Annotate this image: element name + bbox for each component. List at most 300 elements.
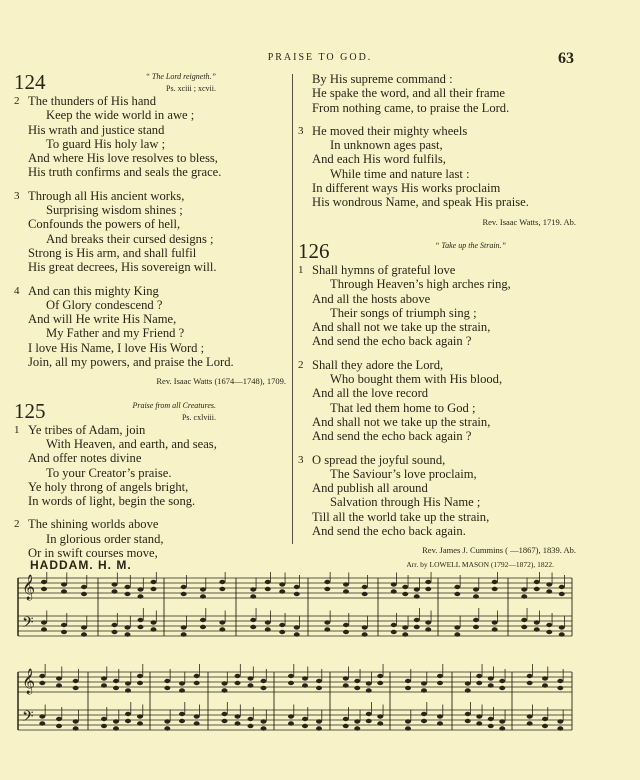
note-head: [235, 721, 241, 725]
stanza-number: 1: [14, 423, 20, 436]
stanza-number: 2: [14, 518, 20, 531]
stanza: [14, 94, 290, 180]
note-head: [454, 585, 460, 589]
note-head: [200, 625, 206, 629]
note-head: [151, 587, 157, 591]
note-head: [499, 719, 505, 723]
note-head: [559, 625, 565, 629]
hymn-124-stanzas: [14, 94, 290, 369]
note-head: [73, 679, 79, 683]
stanza-number: 4: [14, 284, 20, 297]
note-head: [542, 683, 548, 687]
note-head: [219, 587, 225, 591]
note-head: [488, 683, 494, 687]
verse-line: Keep the wide world in awe ;: [46, 108, 195, 123]
note-head: [164, 726, 170, 730]
note-head: [288, 714, 294, 718]
verse-line: That led them home to God ;: [330, 400, 476, 415]
note-head: [137, 714, 143, 718]
music-score: [12, 572, 578, 772]
note-head: [343, 582, 349, 586]
note-head: [414, 587, 420, 591]
verse-line: Or in swift courses move,: [28, 546, 158, 561]
note-head: [101, 683, 107, 687]
note-head: [41, 580, 47, 584]
note-head: [421, 681, 427, 685]
note-head: [125, 719, 131, 723]
hymn-125-continuation: [298, 72, 580, 210]
note-head: [250, 618, 256, 622]
note-head: [179, 719, 185, 723]
note-head: [316, 726, 322, 730]
verse-line: Confounds the powers of hell,: [28, 217, 181, 232]
note-head: [362, 632, 368, 636]
note-head: [354, 686, 360, 690]
note-head: [81, 625, 87, 629]
treble-clef: 𝄞: [22, 575, 36, 600]
verse-line: O spread the joyful sound,: [312, 452, 446, 467]
note-head: [473, 587, 479, 591]
note-head: [113, 719, 119, 723]
note-head: [527, 674, 533, 678]
hymn-reference: Ps. xciii ; xcvii.: [166, 84, 216, 93]
note-head: [265, 580, 271, 584]
verse-line: Shall hymns of grateful love: [312, 262, 456, 277]
hymn-subtitle: Praise from all Creatures.: [132, 400, 216, 410]
note-head: [56, 676, 62, 680]
note-head: [465, 681, 471, 685]
note-head: [521, 594, 527, 598]
verse-line: And send the echo back again ?: [312, 429, 472, 444]
verse-line: And each His word fulfils,: [312, 152, 446, 167]
note-head: [113, 726, 119, 730]
note-head: [377, 674, 383, 678]
note-head: [261, 686, 267, 690]
note-head: [194, 714, 200, 718]
note-head: [194, 674, 200, 678]
note-head: [261, 726, 267, 730]
note-head: [302, 676, 308, 680]
note-head: [302, 683, 308, 687]
note-head: [56, 717, 62, 721]
note-head: [473, 618, 479, 622]
hymn-subtitle: “ Take up the Strain.”: [434, 240, 506, 250]
note-head: [557, 719, 563, 723]
verse-line: And will He write His Name,: [28, 312, 177, 327]
note-head: [391, 623, 397, 627]
note-head: [125, 625, 131, 629]
note-head: [402, 585, 408, 589]
stanza-number: 3: [298, 124, 304, 137]
verse-line: His wondrous Name, and speak His praise.: [312, 195, 529, 210]
stanza: [14, 189, 290, 275]
note-head: [222, 688, 228, 692]
verse-line: Ye tribes of Adam, join: [28, 422, 146, 437]
verse-line: His truth confirms and seals the grace.: [28, 165, 222, 180]
verse-line: My Father and my Friend ?: [46, 326, 185, 341]
verse-line: And all the love record: [312, 386, 429, 401]
note-head: [402, 625, 408, 629]
note-head: [414, 618, 420, 622]
verse-line: While time and nature last :: [330, 166, 470, 181]
note-head: [366, 681, 372, 685]
note-head: [488, 717, 494, 721]
note-head: [200, 618, 206, 622]
note-head: [101, 676, 107, 680]
verse-line: And breaks their cursed designs ;: [46, 231, 214, 246]
note-head: [265, 627, 271, 631]
note-head: [219, 627, 225, 631]
note-head: [39, 681, 45, 685]
note-head: [316, 679, 322, 683]
note-head: [250, 594, 256, 598]
note-head: [39, 674, 45, 678]
note-head: [41, 620, 47, 624]
note-head: [527, 714, 533, 718]
note-head: [265, 587, 271, 591]
stanza: [14, 284, 290, 370]
note-head: [324, 627, 330, 631]
bass-clef: 𝄢: [22, 708, 34, 729]
note-head: [492, 627, 498, 631]
verse-line: His wrath and justice stand: [28, 122, 165, 137]
verse-line: He spake the word, and all their frame: [312, 86, 506, 101]
tune-name: HADDAM. H. M.: [30, 558, 132, 572]
note-head: [112, 623, 118, 627]
note-head: [39, 714, 45, 718]
note-head: [137, 674, 143, 678]
note-head: [181, 625, 187, 629]
note-head: [222, 712, 228, 716]
note-head: [557, 679, 563, 683]
note-head: [414, 594, 420, 598]
note-head: [557, 726, 563, 730]
note-head: [521, 587, 527, 591]
note-head: [235, 714, 241, 718]
stanza: [298, 358, 580, 444]
hymn-126-stanzas: [298, 263, 580, 538]
note-head: [534, 627, 540, 631]
note-head: [324, 620, 330, 624]
note-head: [73, 719, 79, 723]
note-head: [61, 630, 67, 634]
bass-clef: 𝄢: [22, 614, 34, 635]
verse-line: To your Creator’s praise.: [46, 465, 172, 480]
verse-line: And offer notes divine: [28, 451, 142, 466]
note-head: [56, 683, 62, 687]
note-head: [354, 679, 360, 683]
note-head: [421, 712, 427, 716]
hymn-125-stanzas: [14, 423, 290, 561]
note-head: [302, 724, 308, 728]
hymn-subtitle: “ The Lord reigneth.”: [145, 72, 216, 81]
stanza-number: 3: [298, 453, 304, 466]
page-number: 63: [558, 50, 574, 67]
note-head: [343, 717, 349, 721]
verse-line: The shining worlds above: [28, 517, 159, 532]
note-head: [343, 630, 349, 634]
verse-line: And all the hosts above: [312, 291, 431, 306]
note-head: [521, 625, 527, 629]
note-head: [542, 724, 548, 728]
note-head: [405, 719, 411, 723]
note-head: [279, 630, 285, 634]
verse-line: And publish all around: [312, 481, 428, 496]
verse-line: Ye holy throng of angels bright,: [28, 479, 189, 494]
note-head: [425, 580, 431, 584]
verse-line: Join, all my powers, and praise the Lord.: [28, 355, 234, 370]
verse-line: Surprising wisdom shines ;: [46, 203, 183, 218]
note-head: [402, 632, 408, 636]
note-head: [366, 688, 372, 692]
note-head: [499, 679, 505, 683]
note-head: [343, 683, 349, 687]
note-head: [294, 625, 300, 629]
verse-line: In words of light, begin the song.: [28, 494, 196, 509]
note-head: [324, 587, 330, 591]
note-head: [343, 676, 349, 680]
note-head: [402, 592, 408, 596]
verse-line: In unknown ages past,: [330, 138, 443, 153]
note-head: [366, 719, 372, 723]
stanza: [298, 72, 580, 115]
note-head: [81, 585, 87, 589]
column-divider: [292, 74, 293, 544]
verse-line: Shall they adore the Lord,: [312, 357, 444, 372]
note-head: [248, 676, 254, 680]
verse-line: And can this mighty King: [28, 283, 159, 298]
verse-line: Their songs of triumph sing ;: [330, 305, 477, 320]
note-head: [137, 681, 143, 685]
note-head: [288, 721, 294, 725]
note-head: [181, 592, 187, 596]
note-head: [125, 688, 131, 692]
treble-clef: 𝄞: [22, 669, 36, 694]
note-head: [454, 632, 460, 636]
verse-line: With Heaven, and earth, and seas,: [46, 436, 217, 451]
verse-line: Strong is His arm, and shall fulfil: [28, 245, 197, 260]
stanza: [14, 517, 290, 560]
note-head: [546, 623, 552, 627]
note-head: [476, 714, 482, 718]
note-head: [343, 724, 349, 728]
note-head: [200, 587, 206, 591]
verse-line: Of Glory condescend ?: [46, 297, 163, 312]
note-head: [542, 676, 548, 680]
note-head: [437, 721, 443, 725]
note-head: [179, 688, 185, 692]
note-head: [61, 582, 67, 586]
verse-line: Till all the world take up the strain,: [312, 509, 490, 524]
note-head: [294, 632, 300, 636]
verse-line: The thunders of His hand: [28, 94, 157, 108]
note-head: [219, 580, 225, 584]
note-head: [465, 712, 471, 716]
hymn-number: 124: [14, 70, 46, 94]
note-head: [546, 589, 552, 593]
note-head: [151, 620, 157, 624]
verse-line: From nothing came, to praise the Lord.: [312, 100, 510, 115]
note-head: [61, 623, 67, 627]
hymn-126-heading: [298, 238, 580, 263]
verse-line: Salvation through His Name ;: [330, 495, 481, 510]
running-title: PRAISE TO GOD.: [267, 52, 373, 63]
hymn-number: 126: [298, 238, 330, 263]
note-head: [112, 630, 118, 634]
note-head: [101, 717, 107, 721]
note-head: [362, 592, 368, 596]
note-head: [151, 627, 157, 631]
note-head: [421, 688, 427, 692]
note-head: [125, 632, 131, 636]
note-head: [454, 625, 460, 629]
note-head: [425, 620, 431, 624]
note-head: [250, 625, 256, 629]
note-head: [534, 620, 540, 624]
note-head: [343, 623, 349, 627]
hymn-125-heading: [14, 398, 290, 423]
note-head: [559, 592, 565, 596]
note-head: [81, 632, 87, 636]
note-head: [235, 674, 241, 678]
note-head: [41, 627, 47, 631]
note-head: [112, 589, 118, 593]
note-head: [250, 587, 256, 591]
note-head: [437, 714, 443, 718]
note-head: [261, 679, 267, 683]
stanza: [298, 263, 580, 349]
note-head: [488, 724, 494, 728]
verse-line: He moved their mighty wheels: [312, 123, 468, 138]
note-head: [437, 681, 443, 685]
note-head: [414, 625, 420, 629]
note-head: [488, 676, 494, 680]
note-head: [425, 587, 431, 591]
verse-line: I love His Name, I love His Word ;: [28, 340, 205, 355]
note-head: [179, 712, 185, 716]
note-head: [405, 726, 411, 730]
note-head: [492, 620, 498, 624]
note-head: [354, 719, 360, 723]
note-head: [125, 712, 131, 716]
note-head: [316, 686, 322, 690]
note-head: [534, 587, 540, 591]
note-head: [56, 724, 62, 728]
note-head: [391, 582, 397, 586]
stanza: [14, 423, 290, 509]
verse-line: And shall not we take up the strain,: [312, 414, 491, 429]
note-head: [465, 688, 471, 692]
note-head: [354, 726, 360, 730]
verse-line: To guard His holy law ;: [46, 136, 166, 151]
note-head: [61, 589, 67, 593]
note-head: [39, 721, 45, 725]
note-head: [473, 625, 479, 629]
note-head: [437, 674, 443, 678]
note-head: [279, 582, 285, 586]
note-head: [366, 712, 372, 716]
note-head: [179, 681, 185, 685]
note-head: [137, 721, 143, 725]
note-head: [181, 632, 187, 636]
note-head: [151, 580, 157, 584]
note-head: [473, 594, 479, 598]
note-head: [235, 681, 241, 685]
note-head: [125, 681, 131, 685]
note-head: [41, 587, 47, 591]
note-head: [113, 679, 119, 683]
note-head: [81, 592, 87, 596]
note-head: [125, 592, 131, 596]
hymn-number: 125: [14, 398, 46, 423]
note-head: [377, 714, 383, 718]
note-head: [391, 589, 397, 593]
note-head: [425, 627, 431, 631]
note-head: [377, 721, 383, 725]
note-head: [279, 623, 285, 627]
note-head: [164, 679, 170, 683]
note-head: [248, 683, 254, 687]
attribution: Rev. Isaac Watts (1674—1748), 1709.: [156, 376, 286, 387]
note-head: [219, 620, 225, 624]
stanza-number: 2: [14, 95, 20, 107]
verse-line: The Saviour’s love proclaim,: [330, 466, 477, 481]
note-head: [248, 724, 254, 728]
note-head: [559, 632, 565, 636]
note-head: [265, 620, 271, 624]
note-head: [492, 587, 498, 591]
note-head: [391, 630, 397, 634]
note-head: [542, 717, 548, 721]
verse-line: Who bought them with His blood,: [330, 372, 503, 387]
note-head: [405, 679, 411, 683]
note-head: [194, 681, 200, 685]
note-head: [492, 580, 498, 584]
hymn-reference: Ps. cxlviii.: [181, 412, 216, 422]
note-head: [362, 625, 368, 629]
note-head: [476, 721, 482, 725]
note-head: [261, 719, 267, 723]
note-head: [527, 681, 533, 685]
note-head: [222, 681, 228, 685]
note-head: [343, 589, 349, 593]
note-head: [377, 681, 383, 685]
note-head: [288, 681, 294, 685]
note-head: [294, 585, 300, 589]
verse-line: And send the echo back again ?: [312, 334, 472, 349]
attribution: Rev. James J. Cummins ( —1867), 1839. Ab.: [422, 545, 576, 556]
note-head: [138, 625, 144, 629]
note-head: [279, 589, 285, 593]
stanza-number: 2: [298, 358, 304, 371]
note-head: [288, 674, 294, 678]
tune-arranger: Arr. by LOWELL MASON (1792—1872), 1822.: [406, 560, 554, 569]
note-head: [527, 721, 533, 725]
note-head: [316, 719, 322, 723]
note-head: [200, 594, 206, 598]
note-head: [454, 592, 460, 596]
hymn-124-heading: [14, 72, 290, 94]
verse-line: By His supreme command :: [312, 72, 453, 86]
verse-line: Through Heaven’s high arches ring,: [330, 277, 511, 292]
note-head: [194, 721, 200, 725]
note-head: [138, 618, 144, 622]
note-head: [138, 594, 144, 598]
note-head: [138, 587, 144, 591]
verse-line: And send the echo back again.: [312, 524, 466, 539]
stanza: [298, 453, 580, 539]
note-head: [476, 674, 482, 678]
